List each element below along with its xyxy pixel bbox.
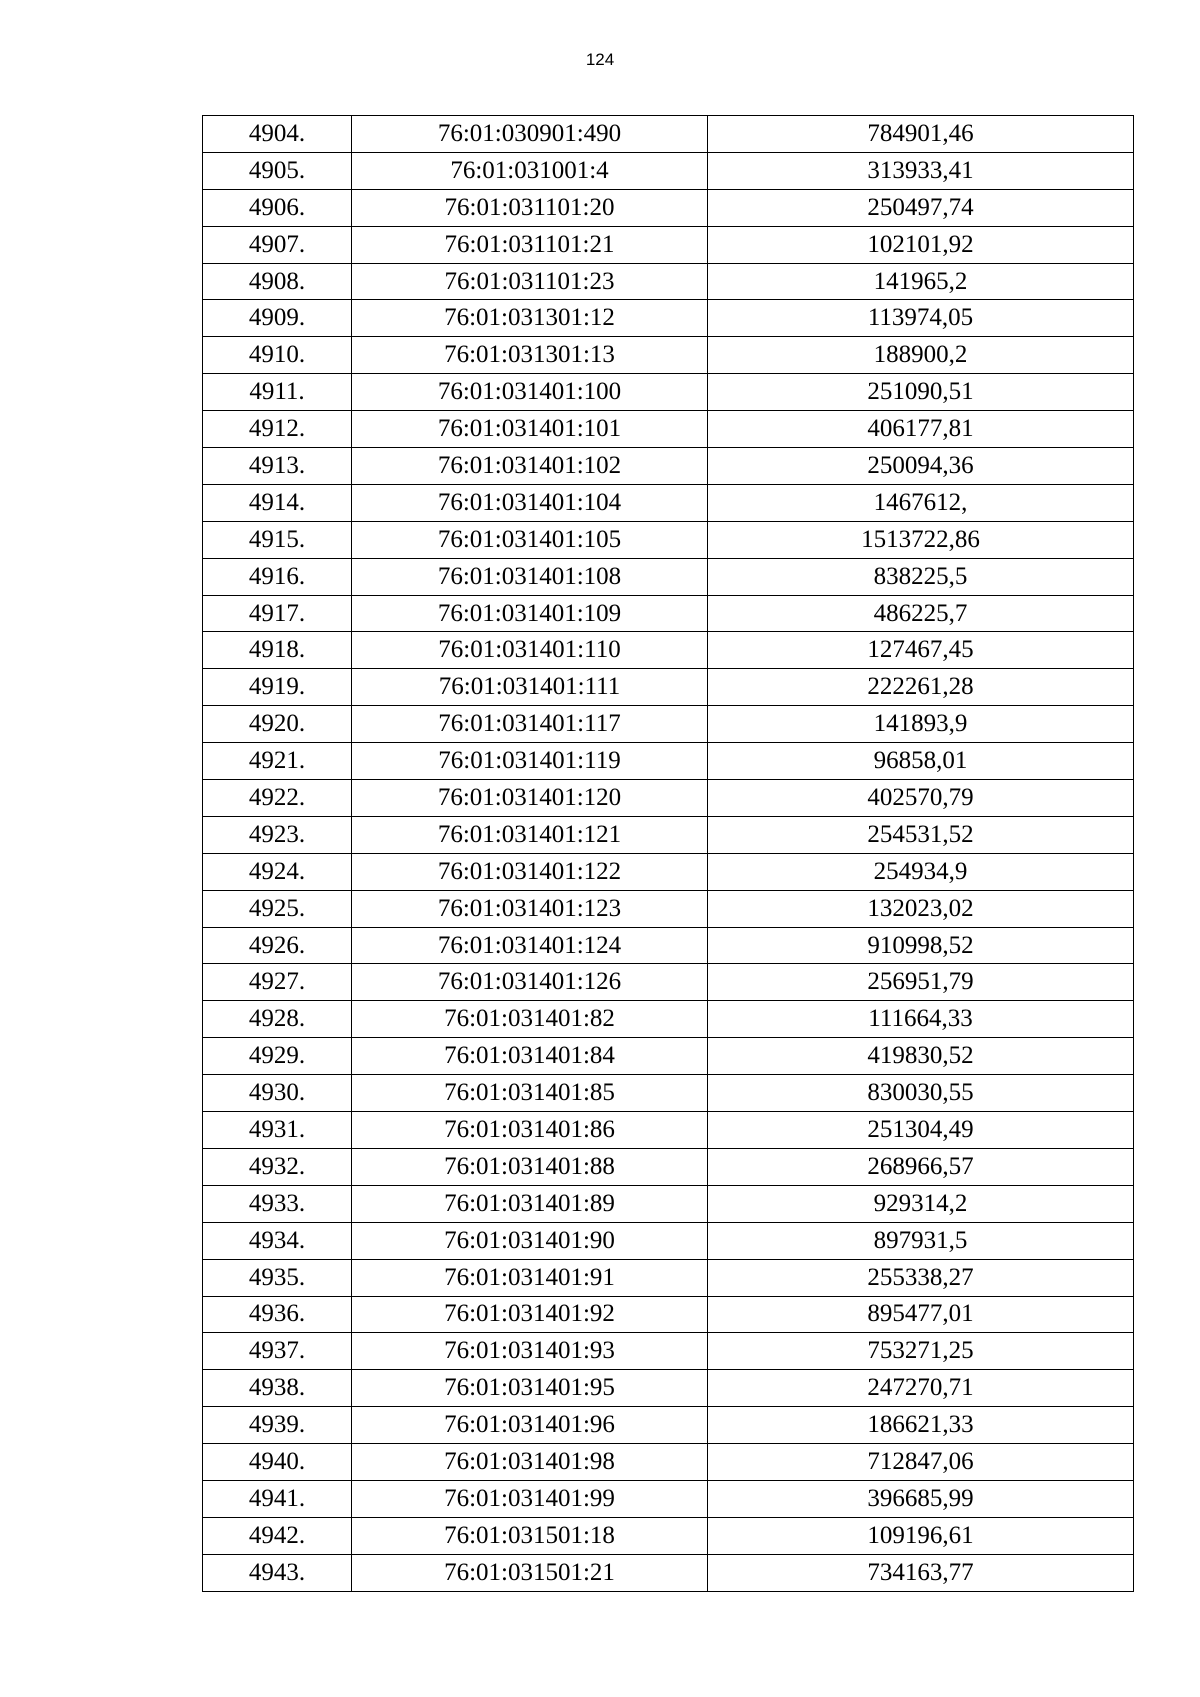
value-cell: 895477,01 <box>708 1296 1134 1333</box>
value-cell: 486225,7 <box>708 595 1134 632</box>
table-row <box>203 521 1134 558</box>
value-cell: 897931,5 <box>708 1222 1134 1259</box>
value-cell: 132023,02 <box>708 890 1134 927</box>
cadastral-number-cell: 76:01:031401:108 <box>352 558 708 595</box>
table-row <box>203 116 1134 153</box>
value-cell: 734163,77 <box>708 1554 1134 1591</box>
row-number-cell: 4921. <box>203 743 352 780</box>
table-row <box>203 595 1134 632</box>
value-cell: 127467,45 <box>708 632 1134 669</box>
value-cell: 141965,2 <box>708 263 1134 300</box>
cadastral-number-cell: 76:01:031401:91 <box>352 1259 708 1296</box>
row-number-cell: 4933. <box>203 1185 352 1222</box>
cadastral-number-cell: 76:01:031501:18 <box>352 1517 708 1554</box>
table-row <box>203 780 1134 817</box>
value-cell: 1467612, <box>708 484 1134 521</box>
row-number-cell: 4907. <box>203 226 352 263</box>
cadastral-number-cell: 76:01:031101:23 <box>352 263 708 300</box>
table-row <box>203 1001 1134 1038</box>
cadastral-number-cell: 76:01:031401:122 <box>352 853 708 890</box>
table-row <box>203 300 1134 337</box>
table-row <box>203 1038 1134 1075</box>
table-row <box>203 853 1134 890</box>
cadastral-number-cell: 76:01:031401:124 <box>352 927 708 964</box>
value-cell: 402570,79 <box>708 780 1134 817</box>
value-cell: 268966,57 <box>708 1148 1134 1185</box>
cadastral-number-cell: 76:01:031401:109 <box>352 595 708 632</box>
value-cell: 222261,28 <box>708 669 1134 706</box>
page-number: 124 <box>585 50 615 69</box>
row-number-cell: 4943. <box>203 1554 352 1591</box>
table-row <box>203 1407 1134 1444</box>
value-cell: 712847,06 <box>708 1444 1134 1481</box>
value-cell: 109196,61 <box>708 1517 1134 1554</box>
cadastral-number-cell: 76:01:031401:102 <box>352 448 708 485</box>
value-cell: 753271,25 <box>708 1333 1134 1370</box>
value-cell: 254531,52 <box>708 816 1134 853</box>
value-cell: 247270,71 <box>708 1370 1134 1407</box>
table-row <box>203 484 1134 521</box>
cadastral-number-cell: 76:01:031401:126 <box>352 964 708 1001</box>
cadastral-number-cell: 76:01:031401:119 <box>352 743 708 780</box>
cadastral-number-cell: 76:01:031501:21 <box>352 1554 708 1591</box>
cadastral-number-cell: 76:01:031001:4 <box>352 152 708 189</box>
row-number-cell: 4916. <box>203 558 352 595</box>
row-number-cell: 4928. <box>203 1001 352 1038</box>
cadastral-number-cell: 76:01:031401:123 <box>352 890 708 927</box>
cadastral-value-table <box>202 115 1134 1592</box>
value-cell: 419830,52 <box>708 1038 1134 1075</box>
value-cell: 111664,33 <box>708 1001 1134 1038</box>
row-number-cell: 4909. <box>203 300 352 337</box>
cadastral-number-cell: 76:01:031401:96 <box>352 1407 708 1444</box>
table-row <box>203 964 1134 1001</box>
cadastral-number-cell: 76:01:031401:100 <box>352 374 708 411</box>
value-cell: 838225,5 <box>708 558 1134 595</box>
value-cell: 255338,27 <box>708 1259 1134 1296</box>
row-number-cell: 4912. <box>203 411 352 448</box>
row-number-cell: 4924. <box>203 853 352 890</box>
value-cell: 141893,9 <box>708 706 1134 743</box>
row-number-cell: 4941. <box>203 1480 352 1517</box>
row-number-cell: 4934. <box>203 1222 352 1259</box>
table-row <box>203 743 1134 780</box>
row-number-cell: 4942. <box>203 1517 352 1554</box>
cadastral-number-cell: 76:01:031401:86 <box>352 1112 708 1149</box>
row-number-cell: 4911. <box>203 374 352 411</box>
cadastral-number-cell: 76:01:031101:20 <box>352 189 708 226</box>
table-row <box>203 1444 1134 1481</box>
value-cell: 1513722,86 <box>708 521 1134 558</box>
table-row <box>203 1370 1134 1407</box>
row-number-cell: 4917. <box>203 595 352 632</box>
table-row <box>203 558 1134 595</box>
value-cell: 102101,92 <box>708 226 1134 263</box>
table-row <box>203 1296 1134 1333</box>
row-number-cell: 4908. <box>203 263 352 300</box>
value-cell: 406177,81 <box>708 411 1134 448</box>
value-cell: 910998,52 <box>708 927 1134 964</box>
cadastral-number-cell: 76:01:030901:490 <box>352 116 708 153</box>
row-number-cell: 4932. <box>203 1148 352 1185</box>
row-number-cell: 4925. <box>203 890 352 927</box>
table-row <box>203 374 1134 411</box>
cadastral-number-cell: 76:01:031401:90 <box>352 1222 708 1259</box>
table-row <box>203 890 1134 927</box>
value-cell: 929314,2 <box>708 1185 1134 1222</box>
table-row <box>203 1148 1134 1185</box>
cadastral-number-cell: 76:01:031401:110 <box>352 632 708 669</box>
value-cell: 396685,99 <box>708 1480 1134 1517</box>
cadastral-number-cell: 76:01:031401:98 <box>352 1444 708 1481</box>
row-number-cell: 4922. <box>203 780 352 817</box>
value-cell: 256951,79 <box>708 964 1134 1001</box>
table-row <box>203 337 1134 374</box>
table-row <box>203 1222 1134 1259</box>
value-cell: 188900,2 <box>708 337 1134 374</box>
table-row <box>203 1075 1134 1112</box>
row-number-cell: 4936. <box>203 1296 352 1333</box>
value-cell: 254934,9 <box>708 853 1134 890</box>
table-row <box>203 1185 1134 1222</box>
value-cell: 830030,55 <box>708 1075 1134 1112</box>
row-number-cell: 4913. <box>203 448 352 485</box>
row-number-cell: 4930. <box>203 1075 352 1112</box>
cadastral-number-cell: 76:01:031401:84 <box>352 1038 708 1075</box>
cadastral-number-cell: 76:01:031401:121 <box>352 816 708 853</box>
row-number-cell: 4940. <box>203 1444 352 1481</box>
table-row <box>203 1480 1134 1517</box>
cadastral-number-cell: 76:01:031401:95 <box>352 1370 708 1407</box>
cadastral-number-cell: 76:01:031401:99 <box>352 1480 708 1517</box>
row-number-cell: 4923. <box>203 816 352 853</box>
table-row <box>203 411 1134 448</box>
table-row <box>203 1333 1134 1370</box>
value-cell: 250094,36 <box>708 448 1134 485</box>
table-body <box>203 116 1134 1592</box>
cadastral-number-cell: 76:01:031401:117 <box>352 706 708 743</box>
row-number-cell: 4906. <box>203 189 352 226</box>
table-row <box>203 927 1134 964</box>
table-row <box>203 632 1134 669</box>
cadastral-number-cell: 76:01:031301:12 <box>352 300 708 337</box>
cadastral-number-cell: 76:01:031401:111 <box>352 669 708 706</box>
row-number-cell: 4931. <box>203 1112 352 1149</box>
table-row <box>203 1259 1134 1296</box>
value-cell: 250497,74 <box>708 189 1134 226</box>
cadastral-number-cell: 76:01:031401:88 <box>352 1148 708 1185</box>
cadastral-number-cell: 76:01:031401:105 <box>352 521 708 558</box>
row-number-cell: 4927. <box>203 964 352 1001</box>
cadastral-number-cell: 76:01:031401:89 <box>352 1185 708 1222</box>
cadastral-number-cell: 76:01:031101:21 <box>352 226 708 263</box>
row-number-cell: 4929. <box>203 1038 352 1075</box>
cadastral-number-cell: 76:01:031301:13 <box>352 337 708 374</box>
row-number-cell: 4926. <box>203 927 352 964</box>
row-number-cell: 4935. <box>203 1259 352 1296</box>
cadastral-number-cell: 76:01:031401:120 <box>352 780 708 817</box>
value-cell: 784901,46 <box>708 116 1134 153</box>
row-number-cell: 4915. <box>203 521 352 558</box>
table-row <box>203 1517 1134 1554</box>
value-cell: 313933,41 <box>708 152 1134 189</box>
table-row <box>203 263 1134 300</box>
value-cell: 113974,05 <box>708 300 1134 337</box>
row-number-cell: 4938. <box>203 1370 352 1407</box>
table-row <box>203 706 1134 743</box>
row-number-cell: 4919. <box>203 669 352 706</box>
table-row <box>203 1112 1134 1149</box>
table-row <box>203 189 1134 226</box>
cadastral-number-cell: 76:01:031401:85 <box>352 1075 708 1112</box>
value-cell: 251304,49 <box>708 1112 1134 1149</box>
row-number-cell: 4904. <box>203 116 352 153</box>
row-number-cell: 4914. <box>203 484 352 521</box>
row-number-cell: 4939. <box>203 1407 352 1444</box>
table-row <box>203 816 1134 853</box>
table-row <box>203 669 1134 706</box>
cadastral-number-cell: 76:01:031401:104 <box>352 484 708 521</box>
value-cell: 96858,01 <box>708 743 1134 780</box>
cadastral-number-cell: 76:01:031401:93 <box>352 1333 708 1370</box>
cadastral-number-cell: 76:01:031401:92 <box>352 1296 708 1333</box>
table-row <box>203 1554 1134 1591</box>
value-cell: 251090,51 <box>708 374 1134 411</box>
row-number-cell: 4905. <box>203 152 352 189</box>
table-row <box>203 152 1134 189</box>
row-number-cell: 4937. <box>203 1333 352 1370</box>
value-cell: 186621,33 <box>708 1407 1134 1444</box>
row-number-cell: 4910. <box>203 337 352 374</box>
row-number-cell: 4920. <box>203 706 352 743</box>
table-row <box>203 448 1134 485</box>
cadastral-number-cell: 76:01:031401:101 <box>352 411 708 448</box>
table-row <box>203 226 1134 263</box>
cadastral-number-cell: 76:01:031401:82 <box>352 1001 708 1038</box>
row-number-cell: 4918. <box>203 632 352 669</box>
